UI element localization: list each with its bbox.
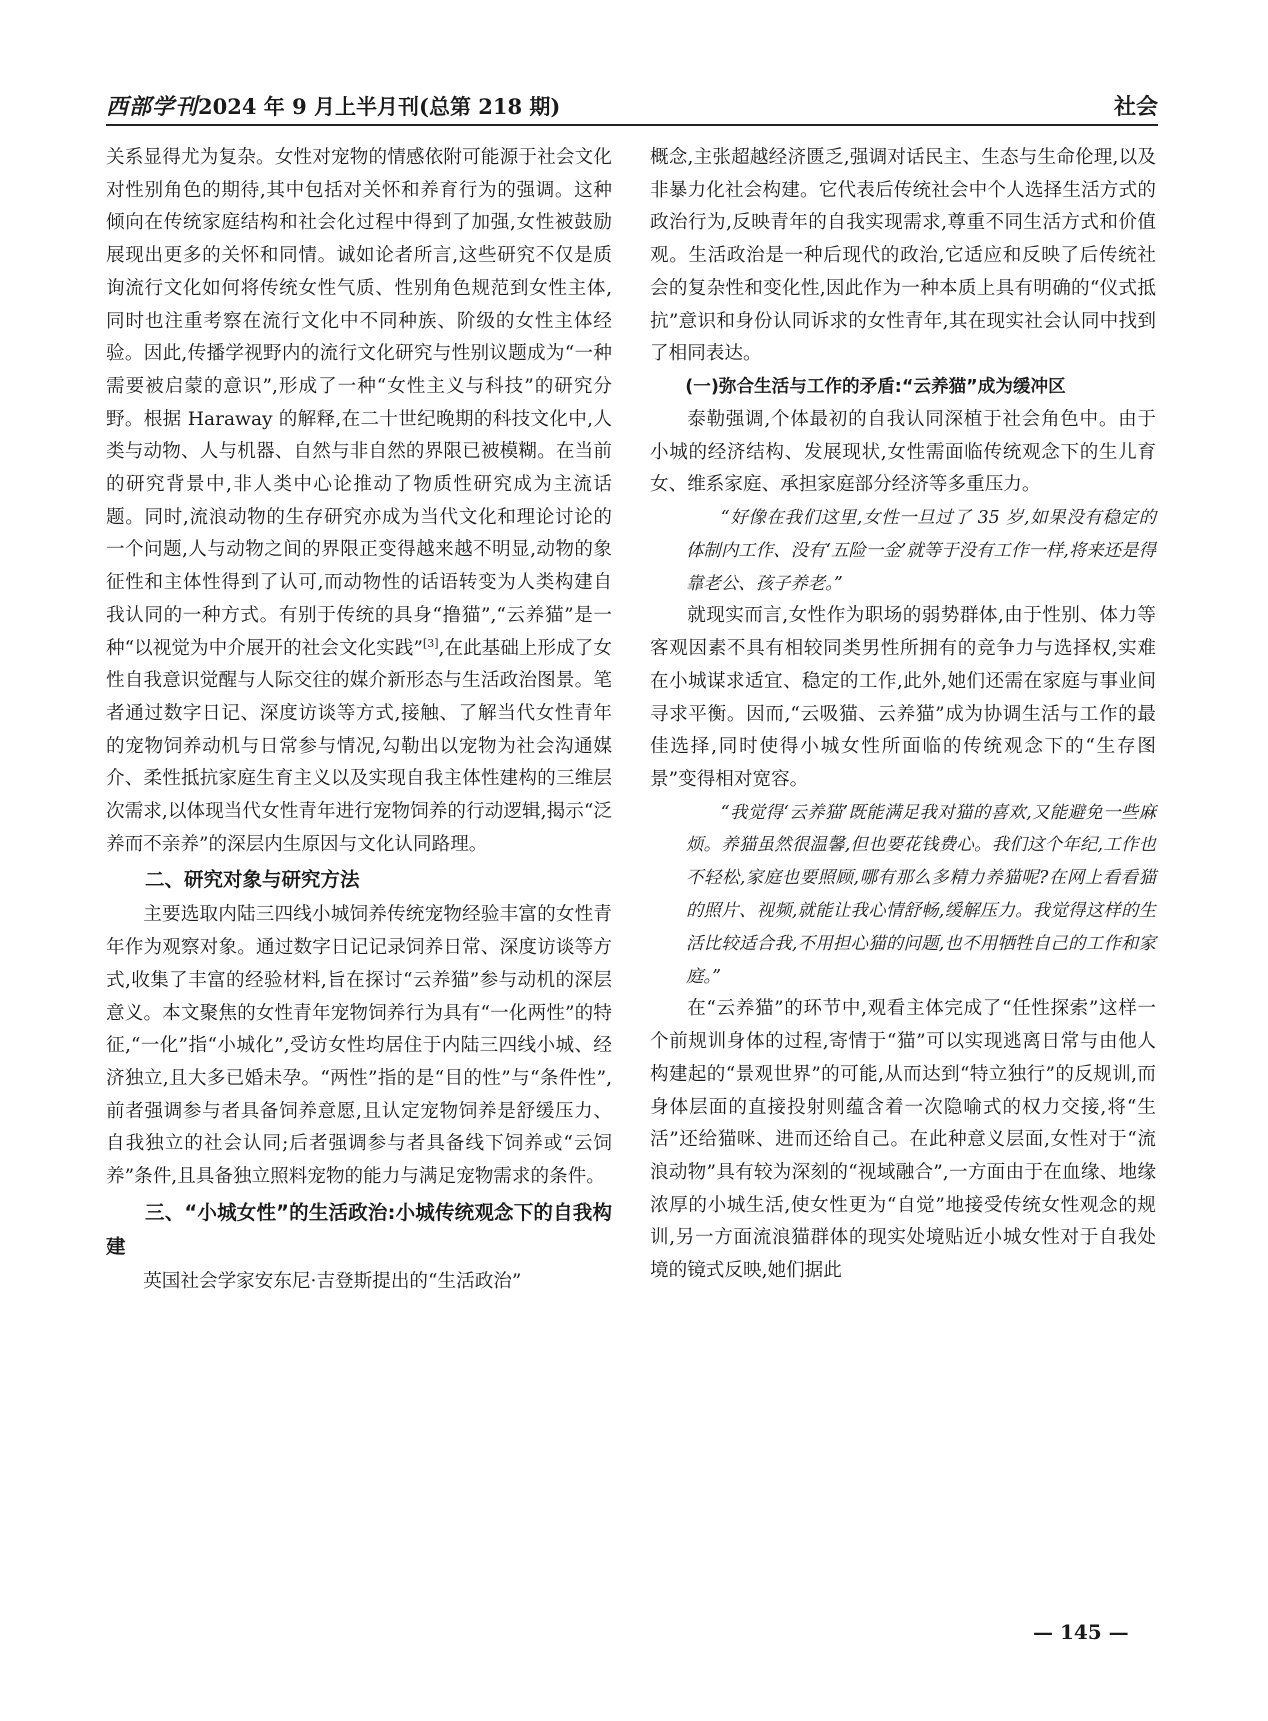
section-heading: 三、“小城女性”的生活政治:小城传统观念下的自我构建 xyxy=(106,1200,612,1258)
paragraph xyxy=(106,142,612,861)
issue-info: 2024 年 9 月上半月刊(总第 218 期) xyxy=(198,94,561,119)
paragraph: 就现实而言,女性作为职场的弱势群体,由于性别、体力等客观因素不具有相较同类男性所拥有的竞争力与选择权,实难在小城谋求适宜、稳定的工作,此外,她们还需在家庭与事业间寻求平衡。因而,“云吸猫、云养猫”成为协调生活与工作的最佳选择,同时使得小城女性所面临的传统观念下的“生存图景”变得相对宽容。 xyxy=(650,605,1156,790)
paragraph: 主要选取内陆三四线小城饲养传统宠物经验丰富的女性青年作为观察对象。通过数字日记记录饲养日常、深度访谈等方式,收集了丰富的经验材料,旨在探讨“云养猫”参与动机的深层意义。本文聚焦的女性青年宠物饲养行为具有“一化两性”的特征,“一化”指“小城化”,受访女性均居住于内陆三四线小城、经济独立,且大多已婚未孕。“两性”指的是“目的性”与“条件性”,前者强调参与者具备饲养意愿,且认定宠物饲养是舒缓压力、自我独立的社会认同;后者强调参与者具备线下饲养或“云饲养”条件,且具备独立照料宠物的能力与满足宠物需求的条件。 xyxy=(106,904,612,1188)
right-column xyxy=(650,142,1156,1288)
reference-marker: [3] xyxy=(422,636,439,650)
running-header xyxy=(106,88,1158,122)
paragraph-text: 关系显得尤为复杂。女性对宠物的情感依附可能源于社会文化对性别角色的期待,其中包括对关怀和养育行为的强调。这种倾向在传统家庭结构和社会化过程中得到了加强,女性被鼓励展现出更多的关怀和同情。诚如论者所言,这些研究不仅是质询流行文化如何将传统女性气质、性别角色规范到女性主体,同时也注重考察在流行文化中不同种族、阶级的女性主体经验。因此,传播学视野内的流行文化研究与性别议题成为“一种需要被启蒙的意识”,形成了一种“女性主义与科技”的研究分野。根据 Haraway 的解释,在二十世纪晚期的科技文化中,人类与动物、人与机器、自然与非自然的界限已被模糊。在当前的研究背景中,非人类中心论推动了物质性研究成为主流话题。同时,流浪动物的生存研究亦成为当代文化和理论讨论的一个问题,人与动物之间的界限正变得越来越不明显,动物的象征性和主体性得到了认可,而动物性的话语转变为人类构建自我认同的一种方式。有别于传统的具身“撸猫”,“云养猫”是一种“以视觉为中介展开的社会文化实践” xyxy=(106,147,612,659)
section-label: 社会 xyxy=(1113,95,1158,120)
interview-quote: “我觉得‘云养猫’既能满足我对猫的喜欢,又能避免一些麻烦。养猫虽然很温馨,但也要花钱费心。我们这个年纪,工作也不轻松,家庭也要照顾,哪有那么多精力养猫呢?在网上看看猫的照片、视频,就能让我心情舒畅,缓解压力。我觉得这样的生活比较适合我,不用担心猫的问题,也不用牺牲自己的工作和家庭。” xyxy=(686,802,1156,987)
journal-logo: 西部学刊 xyxy=(106,94,199,120)
left-column xyxy=(106,142,612,1299)
paragraph: 泰勒强调,个体最初的自我认同深植于社会角色中。由于小城的经济结构、发展现状,女性需面临传统观念下的生儿育女、维系家庭、承担家庭部分经济等多重压力。 xyxy=(650,408,1156,496)
paragraph: 英国社会学家安东尼·吉登斯提出的“生活政治” xyxy=(143,1270,522,1292)
header-rule xyxy=(106,124,1158,126)
section-heading: 二、研究对象与研究方法 xyxy=(145,868,360,892)
paragraph-text: ,在此基础上形成了女性自我意识觉醒与人际交往的媒介新形态与生活政治图景。笔者通过数字日记、深度访谈等方式,接触、了解当代女性青年的宠物饲养动机与日常参与情况,勾勒出以宠物为社会沟通媒介、柔性抵抗家庭生育主义以及实现自我主体性建构的三维层次需求,以体现当代女性青年进行宠物饲养的行动逻辑,揭示“泛养而不亲养”的深层内生原因与文化认同路理。 xyxy=(106,637,612,855)
interview-quote: “好像在我们这里,女性一旦过了 35 岁,如果没有稳定的体制内工作、没有‘五险一金’就等于没有工作一样,将来还是得靠老公、孩子养老。” xyxy=(686,508,1156,594)
page-number: — 145 — xyxy=(1033,1620,1129,1644)
paragraph: 在“云养猫”的环节中,观看主体完成了“任性探索”这样一个前规训身体的过程,寄情于“猫”可以实现逃离日常与由他人构建起的“景观世界”的可能,从而达到“特立独行”的反规训,而身体层面的直接投射则蕴含着一次隐喻式的权力交接,将“生活”还给猫咪、进而还给自己。在此种意义层面,女性对于“流浪动物”具有较为深刻的“视域融合”,一方面由于在血缘、地缘浓厚的小城生活,使女性更为“自觉”地接受传统女性观念的规训,另一方面流浪猫群体的现实处境贴近小城女性对于自我处境的镜式反映,她们据此 xyxy=(650,998,1156,1282)
journal-info xyxy=(106,90,560,121)
paragraph: 概念,主张超越经济匮乏,强调对话民主、生态与生命伦理,以及非暴力化社会构建。它代表后传统社会中个人选择生活方式的政治行为,反映青年的自我实现需求,尊重不同生活方式和价值观。生活政治是一种后现代的政治,它适应和反映了后传统社会的复杂性和变化性,因此作为一种本质上具有明确的“仪式抵抗”意识和身份认同诉求的女性青年,其在现实社会认同中找到了相同表达。 xyxy=(650,147,1156,365)
subsection-heading: (一)弥合生活与工作的矛盾:“云养猫”成为缓冲区 xyxy=(685,376,1066,397)
